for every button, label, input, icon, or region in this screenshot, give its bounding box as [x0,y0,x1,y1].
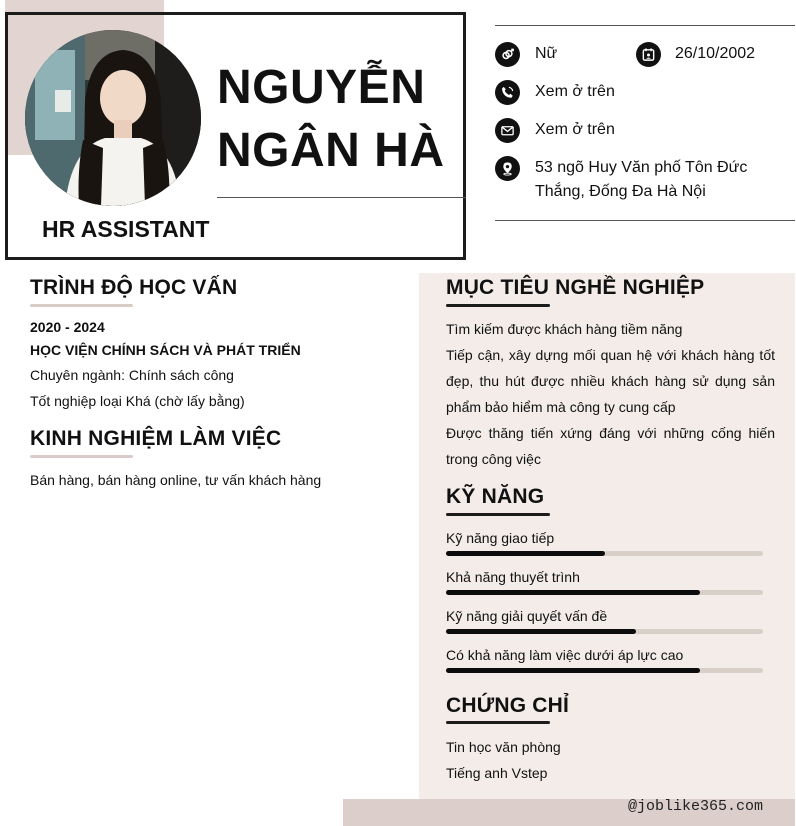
experience-underline [30,455,133,458]
skill-bar-track [446,668,763,673]
phone-value: Xem ở trên [535,83,615,100]
objective-body [446,316,775,472]
certificate-item: Tiếng anh Vstep [446,765,548,781]
candidate-name [217,56,457,182]
skill-bar-fill [446,551,605,556]
skill-bar-track [446,551,763,556]
skill-bar-track [446,590,763,595]
gender-icon [495,42,520,67]
experience-text: Bán hàng, bán hàng online, tư vấn khách hàng [30,472,322,488]
email-value: Xem ở trên [535,121,615,138]
contact-bottom-divider [495,220,795,221]
calendar-icon [636,42,661,67]
name-line-1: NGUYỄN [217,61,426,114]
education-major: Chuyên ngành: Chính sách công [30,367,234,383]
certificates-title: CHỨNG CHỈ [446,694,570,717]
objective-item-2: Tiếp cận, xây dựng mối quan hệ với khách hàng tốt đẹp, thu hút được nhiều khách hàng sử dụng sản phẩm bảo hiểm mà công ty cung cấp [446,347,775,415]
certificate-item: Tin học văn phòng [446,739,561,755]
objective-title: MỤC TIÊU NGHỀ NGHIỆP [446,276,705,299]
contact-top-divider [495,25,795,26]
location-icon [495,156,520,181]
skills-underline [446,513,550,516]
education-underline [30,304,133,307]
skill-label: Kỹ năng giao tiếp [446,530,555,546]
birthdate-value: 26/10/2002 [675,45,756,62]
skill-bar-track [446,629,763,634]
name-divider [217,197,466,198]
skill-bar-fill [446,668,700,673]
education-school: HỌC VIỆN CHÍNH SÁCH VÀ PHÁT TRIỂN [30,342,301,358]
skill-bar-fill [446,629,636,634]
skill-label: Có khả năng làm việc dưới áp lực cao [446,647,684,663]
skill-bar-fill [446,590,700,595]
skill-label: Khả năng thuyết trình [446,569,580,585]
skill-label: Kỹ năng giải quyết vấn đề [446,608,608,624]
gender-value: Nữ [535,45,558,62]
watermark-text: @joblike365.com [628,798,764,815]
address-value [535,156,747,204]
address-line-1: 53 ngõ Huy Văn phố Tôn Đức [535,159,748,176]
objective-underline [446,304,550,307]
certificates-underline [446,721,550,724]
phone-icon [495,80,520,105]
objective-item-3: Được thăng tiến xứng đáng với những cống hiến trong công việc [446,425,775,467]
job-title: HR ASSISTANT [42,216,210,242]
skills-title: KỸ NĂNG [446,485,545,508]
email-icon [495,118,520,143]
avatar [25,30,201,206]
education-title: TRÌNH ĐỘ HỌC VẤN [30,276,238,299]
experience-title: KINH NGHIỆM LÀM VIỆC [30,427,282,450]
education-years: 2020 - 2024 [30,319,105,335]
education-grade: Tốt nghiệp loại Khá (chờ lấy bằng) [30,393,245,409]
address-line-2: Thắng, Đống Đa Hà Nội [535,183,706,200]
name-line-2: NGÂN HÀ [217,124,445,177]
objective-item-1: Tìm kiếm được khách hàng tiềm năng [446,321,683,337]
